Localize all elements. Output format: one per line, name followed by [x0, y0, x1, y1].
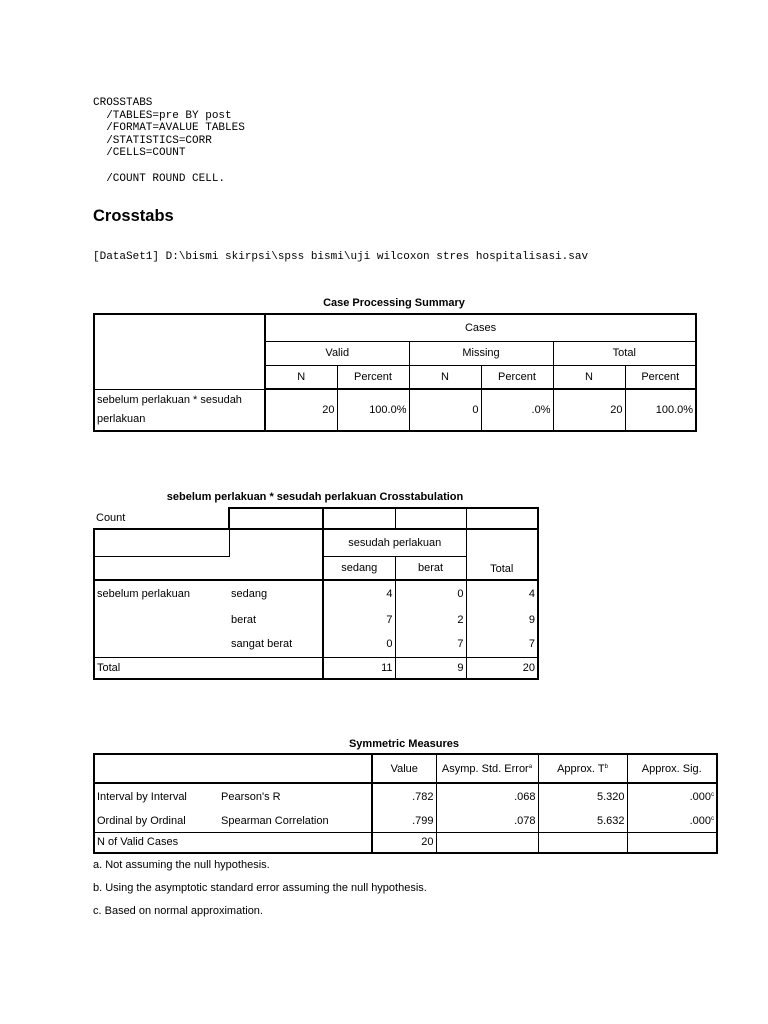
row-label-sangat-berat: sangat berat — [229, 632, 323, 657]
total-total: 20 — [466, 657, 538, 679]
cell-berat-total: 9 — [466, 607, 538, 632]
col-group-header: sesudah perlakuan — [323, 529, 466, 556]
total-col-header: Total — [466, 529, 538, 580]
case-summary-corner — [94, 314, 265, 389]
valid-cases-blank — [538, 832, 627, 853]
measure-type-interval: Interval by Interval — [94, 783, 219, 810]
approx-t-header: Approx. $T^b$ — [538, 754, 627, 783]
pearson-t: 5.320 — [538, 783, 627, 810]
cell-sedang-sedang: 4 — [323, 580, 395, 607]
total-row-label: Total — [94, 657, 229, 679]
measure-type-ordinal: Ordinal by Ordinal — [94, 810, 219, 832]
symmetric-title: Symmetric Measures — [348, 738, 460, 750]
row-group-spacer — [94, 632, 229, 657]
crosstab-corner-top — [94, 529, 229, 556]
missing-header: Missing — [409, 341, 553, 365]
ase-header: Asymp. Std. Error$^a$ — [436, 754, 538, 783]
row-label-sedang: sedang — [229, 580, 323, 607]
valid-cases-blank — [436, 832, 538, 853]
total-row-spacer — [229, 657, 323, 679]
valid-cases-label: N of Valid Cases — [94, 832, 372, 853]
total-header: Total — [553, 341, 696, 365]
pearson-ase: .068 — [436, 783, 538, 810]
cell-sangat-berat-berat: 7 — [395, 632, 466, 657]
missing-n-header: N — [409, 365, 481, 389]
valid-n-header: N — [265, 365, 337, 389]
crosstab-header-blank — [466, 508, 538, 529]
pearson-value: .782 — [372, 783, 436, 810]
spearman-value: .799 — [372, 810, 436, 832]
footnote-a: a. Not assuming the null hypothesis. — [93, 859, 270, 871]
measure-spearman: Spearman Correlation — [219, 810, 372, 832]
symmetric-table — [93, 753, 718, 854]
cell-berat-sedang: 7 — [323, 607, 395, 632]
row-group-spacer — [94, 607, 229, 632]
value-header: Value — [372, 754, 436, 783]
footnote-b: b. Using the asymptotic standard error assuming the null hypothesis. — [93, 882, 427, 894]
total-sedang: 11 — [323, 657, 395, 679]
valid-header: Valid — [265, 341, 409, 365]
crosstab-corner-top — [229, 529, 323, 556]
row-label-berat: berat — [229, 607, 323, 632]
valid-n: 20 — [265, 389, 337, 431]
valid-cases-value: 20 — [372, 832, 436, 853]
approx-sig-header: Approx. Sig. — [627, 754, 717, 783]
cell-sangat-berat-total: 7 — [466, 632, 538, 657]
missing-percent-header: Percent — [481, 365, 553, 389]
symmetric-corner — [94, 754, 372, 783]
total-berat: 9 — [395, 657, 466, 679]
spearman-sig: .000$^c$ — [627, 810, 717, 832]
footnote-c: c. Based on normal approximation. — [93, 905, 263, 917]
row-group-label: sebelum perlakuan — [94, 580, 229, 607]
crosstab-header-blank — [229, 508, 323, 529]
row-label: sebelum perlakuan * sesudah perlakuan — [94, 389, 265, 431]
total-percent: 100.0% — [625, 389, 696, 431]
crosstab-header-blank — [323, 508, 395, 529]
crosstab-corner-bottom — [229, 556, 323, 580]
syntax-block: CROSSTABS /TABLES=pre BY post /FORMAT=AVALUE TABLES /STATISTICS=CORR /CELLS=COUNT /COUNT ROUND CELL. — [93, 97, 245, 185]
crosstab-header-blank — [395, 508, 466, 529]
col-berat-header: berat — [395, 556, 466, 580]
case-summary-title: Case Processing Summary — [323, 297, 465, 309]
pearson-sig: .000$^c$ — [627, 783, 717, 810]
crosstab-corner-bottom — [94, 556, 229, 580]
col-sedang-header: sedang — [323, 556, 395, 580]
count-label: Count — [94, 508, 229, 529]
total-n: 20 — [553, 389, 625, 431]
valid-percent-header: Percent — [337, 365, 409, 389]
measure-pearson: Pearson's R — [219, 783, 372, 810]
cell-sedang-total: 4 — [466, 580, 538, 607]
valid-percent: 100.0% — [337, 389, 409, 431]
section-heading: Crosstabs — [93, 207, 174, 225]
cell-berat-berat: 2 — [395, 607, 466, 632]
cell-sangat-berat-sedang: 0 — [323, 632, 395, 657]
cases-header: Cases — [265, 314, 696, 341]
cell-sedang-berat: 0 — [395, 580, 466, 607]
missing-percent: .0% — [481, 389, 553, 431]
spearman-ase: .078 — [436, 810, 538, 832]
dataset-path: [DataSet1] D:\bismi skirpsi\spss bismi\uji wilcoxon stres hospitalisasi.sav — [93, 251, 589, 263]
total-n-header: N — [553, 365, 625, 389]
crosstab-title: sebelum perlakuan * sesudah perlakuan Crosstabulation — [166, 491, 464, 503]
total-percent-header: Percent — [625, 365, 696, 389]
spearman-t: 5.632 — [538, 810, 627, 832]
valid-cases-blank — [627, 832, 717, 853]
missing-n: 0 — [409, 389, 481, 431]
crosstab-table — [93, 507, 539, 680]
case-summary-table — [93, 313, 697, 432]
